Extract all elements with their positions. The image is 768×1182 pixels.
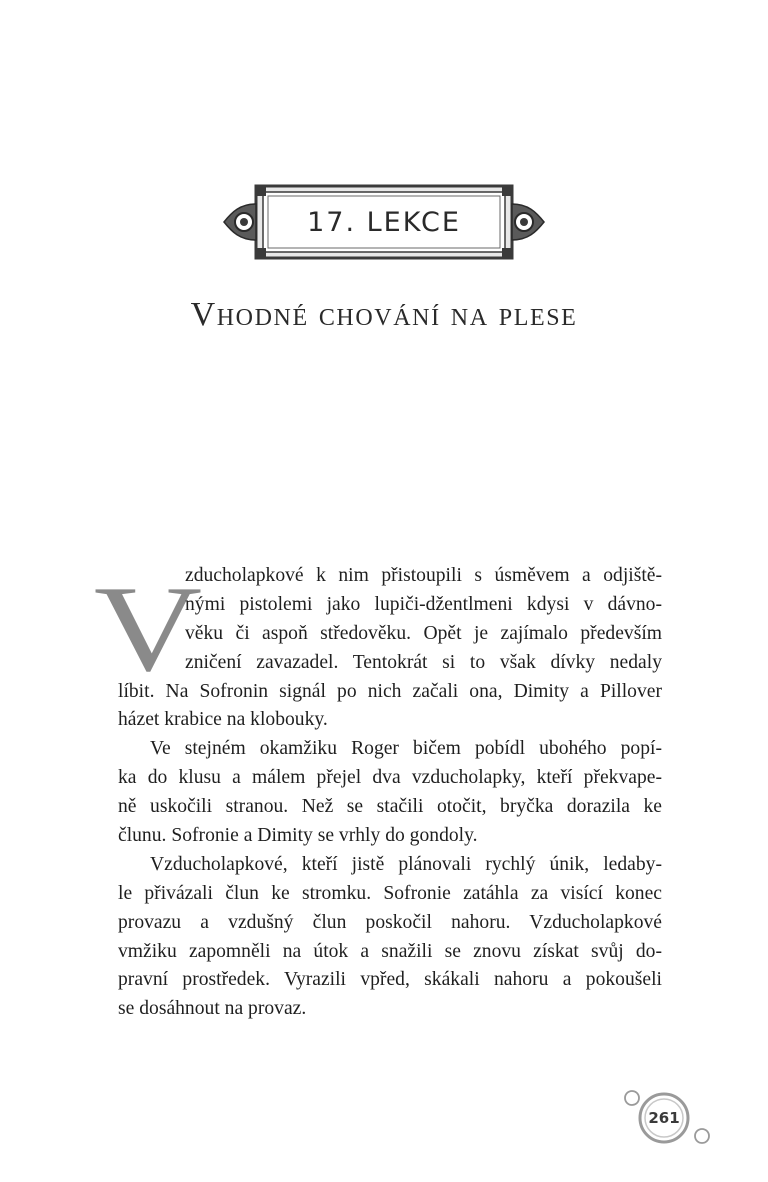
- text-line: věku či aspoň středověku. Opět je zajímalo především: [185, 622, 662, 644]
- chapter-frame: [222, 182, 546, 262]
- text-line: pravní prostředek. Vyrazili vpřed, skákali nahoru a pokoušeli: [118, 969, 662, 991]
- text-line: le přivázali člun ke stromku. Sofronie zatáhla za visící konec: [118, 882, 662, 904]
- text-line: vmžiku zapomněli na útok a snažili se znovu získat svůj do-: [118, 940, 662, 962]
- paragraph: [118, 735, 662, 851]
- text-line: člunu. Sofronie a Dimity se vrhly do gondoly.: [118, 825, 478, 847]
- page-number: 261: [648, 1109, 680, 1127]
- text-line: provazu a vzdušný člun poskočil nahoru. Vzducholapkové: [118, 911, 662, 933]
- text-line: zničení zavazadel. Tentokrát si to však dívky nedaly: [185, 651, 662, 673]
- body-text: [118, 562, 662, 1024]
- text-line: házet krabice na klobouky.: [118, 709, 328, 731]
- paragraph: [118, 851, 662, 1024]
- text-line: Ve stejném okamžiku Roger bičem pobídl ubohého popí-: [150, 738, 662, 760]
- text-line: se dosáhnout na provaz.: [118, 998, 307, 1020]
- chapter-title: Vhodné chování na plese: [190, 296, 578, 333]
- text-line: ka do klusu a málem přejel dva vzducholapky, kteří překvape-: [118, 767, 662, 789]
- text-line: zducholapkové k nim přistoupili s úsměvem a odjiště-: [185, 565, 662, 586]
- text-line: líbit. Na Sofronin signál po nich začali ona, Dimity a Pillover: [118, 680, 662, 702]
- svg-text:V: V: [93, 560, 203, 697]
- paragraph: [118, 562, 662, 735]
- chapter-label: 17. LEKCE: [307, 206, 461, 238]
- text-line: Vzducholapkové, kteří jistě plánovali rychlý únik, ledaby-: [150, 853, 662, 875]
- text-line: ně uskočili stranou. Než se stačili otočit, bryčka dorazila ke: [118, 796, 662, 818]
- page-number-badge: [622, 1086, 714, 1152]
- text-line: nými pistolemi jako lupiči-džentlmeni kdysi v dávno-: [185, 593, 662, 615]
